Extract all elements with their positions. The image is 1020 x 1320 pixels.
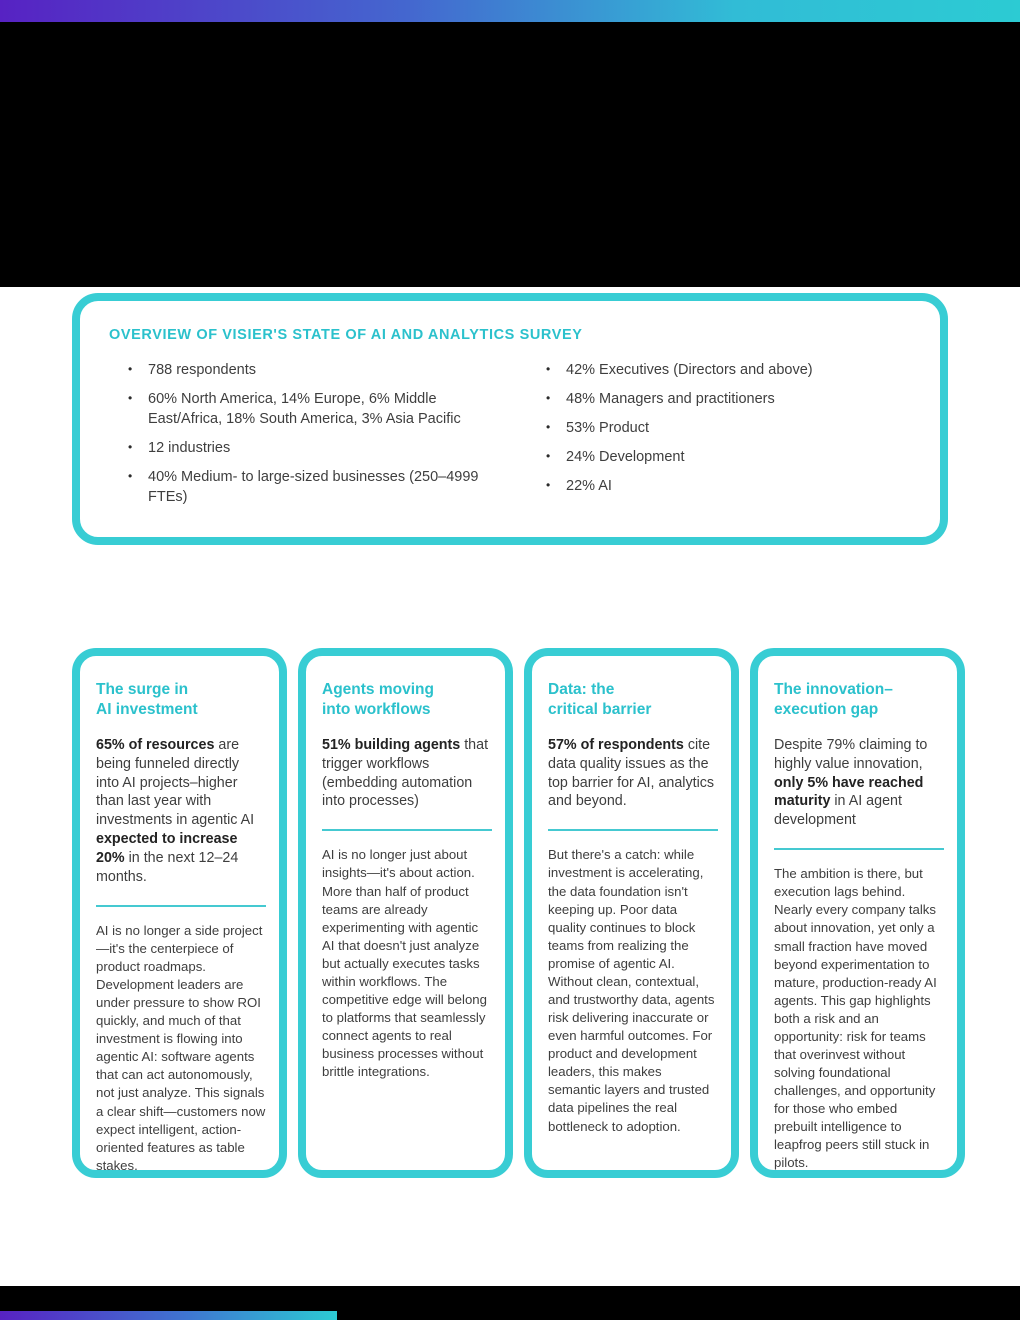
survey-overview-panel (72, 293, 948, 545)
card-lead (774, 736, 944, 830)
lead-text-segment: cite data quality issues as the top barrier for AI, analytics and beyond. (548, 736, 715, 810)
insight-cards-row (72, 648, 950, 1178)
card-title (322, 680, 492, 721)
lead-text-segment: that trigger workflows (embedding automation into processes) (322, 736, 489, 810)
bullet-item: • 12 industries (122, 438, 508, 458)
bullet-item: • 48% Managers and practitioners (540, 389, 912, 409)
card-title-line2: AI investment (96, 701, 198, 719)
overview-left-column (122, 360, 540, 516)
card-body: But there's a catch: while investment is accelerating, the data foundation isn't keeping up. Poor data quality continues to block teams from realizing the promise of agentic AI. Without clean, contextual, and trustworthy data, agents risk delivering inaccurate or even harmful outcomes. For product and development leaders, this makes semantic layers and trusted data pipelines the real bottleneck to adoption. (548, 847, 715, 1134)
overview-left-bullet-list (122, 360, 540, 507)
card-body: The ambition is there, but execution lags behind. Nearly every company talks about innovation, yet only a small fraction have moved beyond experimentation to mature, production-ready AI agents. This gap highlights both a risk and an opportunity: risk for teams that overinvest without solving foundational challenges, and opportunity for those who embed prebuilt intelligence to leapfrog peers still stuck in pilots. (774, 866, 937, 1171)
bullet-item: • 60% North America, 14% Europe, 6% Middle East/Africa, 18% South America, 3% Asia Pacific (122, 389, 508, 429)
card-agents-workflows (298, 648, 513, 1178)
card-ai-investment (72, 648, 287, 1178)
top-black-band (0, 22, 1020, 287)
card-title-line1: The surge in (96, 681, 189, 698)
card-body: AI is no longer just about insights—it's about action. More than half of product teams are already experimenting with agentic AI that doesn't just analyze but actually executes tasks within workflows. The competitive edge will belong to platforms that seamlessly connect agents to real business processes without brittle integrations. (322, 847, 487, 1080)
lead-bold-segment: 65% of resources (96, 736, 215, 753)
bullet-item: • 788 respondents (122, 360, 508, 380)
card-data-barrier (524, 648, 739, 1178)
bottom-gradient-bar (0, 1311, 337, 1320)
survey-overview-columns (109, 360, 912, 516)
bullet-item: • 40% Medium- to large-sized businesses (250–4999 FTEs) (122, 467, 508, 507)
card-title-line1: The innovation– (774, 681, 893, 698)
lead-text-segment: in AI agent development (774, 793, 902, 829)
card-title-line2: into workflows (322, 701, 431, 719)
card-divider (548, 829, 718, 831)
card-lead (548, 736, 718, 811)
lead-bold-segment: 51% building agents (322, 736, 461, 753)
card-lead (322, 736, 492, 811)
lead-bold-segment: expected to increase 20% (96, 831, 238, 867)
top-gradient-bar (0, 0, 1020, 22)
bullet-item: • 53% Product (540, 418, 912, 438)
card-title-line1: Data: the (548, 681, 615, 698)
bullet-item: • 42% Executives (Directors and above) (540, 360, 912, 380)
lead-text-segment: in the next 12–24 months. (96, 850, 239, 885)
card-divider (96, 905, 266, 907)
card-divider (322, 829, 492, 831)
overview-right-bullet-list (540, 360, 912, 496)
card-title (96, 680, 266, 721)
bullet-item: • 24% Development (540, 447, 912, 467)
card-title-line2: critical barrier (548, 701, 652, 719)
overview-right-column (540, 360, 912, 516)
lead-text-segment: Despite 79% claiming to highly value innovation, (774, 736, 928, 772)
card-divider (774, 848, 944, 850)
card-title-line1: Agents moving (322, 681, 434, 698)
survey-overview-title: OVERVIEW OF VISIER'S STATE OF AI AND ANALYTICS SURVEY (109, 327, 583, 343)
card-lead (96, 736, 266, 887)
bottom-black-band (0, 1286, 1020, 1320)
card-title (548, 680, 718, 721)
lead-bold-segment: only 5% have reached maturity (774, 774, 924, 810)
card-body: AI is no longer a side project—it's the centerpiece of product roadmaps. Development leaders are under pressure to show ROI quickly, and much of that investment is flowing into agentic AI: software agents that can act autonomously, not just analyze. This signals a clear shift—customers now expect intelligent, action-oriented features as table stakes. (96, 922, 266, 1173)
card-innovation-gap (750, 648, 965, 1178)
card-title-line2: execution gap (774, 701, 879, 719)
card-title (774, 680, 944, 721)
lead-text-segment: are being funneled directly into AI projects–higher than last year with investments in agentic AI (96, 736, 255, 829)
lead-bold-segment: 57% of respondents (548, 736, 684, 753)
bullet-item: • 22% AI (540, 476, 912, 496)
